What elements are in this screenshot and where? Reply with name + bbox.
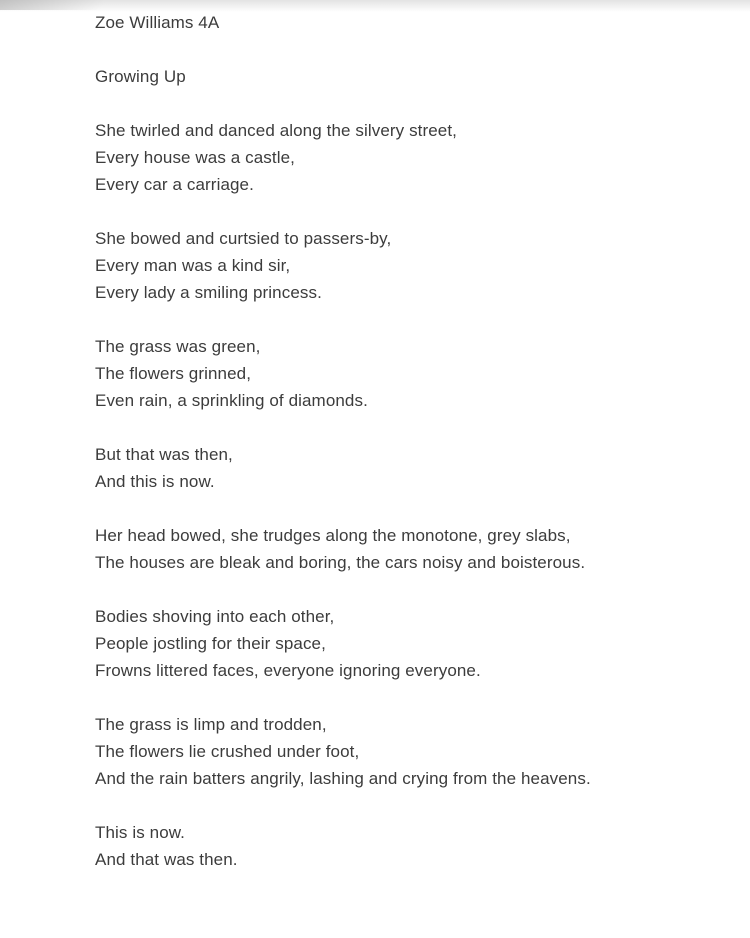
poem-line: Frowns littered faces, everyone ignoring everyone. xyxy=(95,661,481,680)
poem-line: But that was then, xyxy=(95,445,233,464)
poem-line: Every man was a kind sir, xyxy=(95,256,291,275)
document-page xyxy=(95,9,710,873)
poem-line: Bodies shoving into each other, xyxy=(95,607,335,626)
poem-line: People jostling for their space, xyxy=(95,634,326,653)
poem-line: This is now. xyxy=(95,823,186,842)
author-line: Zoe Williams 4A xyxy=(95,13,220,32)
poem-line: Every lady a smiling princess. xyxy=(95,283,322,302)
poem-title: Growing Up xyxy=(95,67,186,86)
poem-line: The flowers grinned, xyxy=(95,364,252,383)
poem-line: The grass is limp and trodden, xyxy=(95,715,327,734)
stanza-5 xyxy=(95,522,710,576)
poem-line: And this is now. xyxy=(95,472,215,491)
poem-line: The houses are bleak and boring, the cars noisy and boisterous. xyxy=(95,553,586,572)
stanza-7 xyxy=(95,711,710,792)
stanza-3 xyxy=(95,333,710,414)
stanza-1 xyxy=(95,117,710,198)
stanza-6 xyxy=(95,603,710,684)
poem-line: She bowed and curtsied to passers-by, xyxy=(95,229,392,248)
poem-line: Her head bowed, she trudges along the monotone, grey slabs, xyxy=(95,526,571,545)
poem-line: She twirled and danced along the silvery street, xyxy=(95,121,458,140)
poem-line: And that was then. xyxy=(95,850,238,869)
stanza-8 xyxy=(95,819,710,873)
stanza-4 xyxy=(95,441,710,495)
stanza-2 xyxy=(95,225,710,306)
poem-line: The flowers lie crushed under foot, xyxy=(95,742,360,761)
poem-line: Every car a carriage. xyxy=(95,175,254,194)
poem-line: And the rain batters angrily, lashing and crying from the heavens. xyxy=(95,769,591,788)
poem-line: Even rain, a sprinkling of diamonds. xyxy=(95,391,368,410)
poem-line: Every house was a castle, xyxy=(95,148,295,167)
poem-line: The grass was green, xyxy=(95,337,261,356)
blank-line xyxy=(95,90,710,117)
blank-line xyxy=(95,36,710,63)
